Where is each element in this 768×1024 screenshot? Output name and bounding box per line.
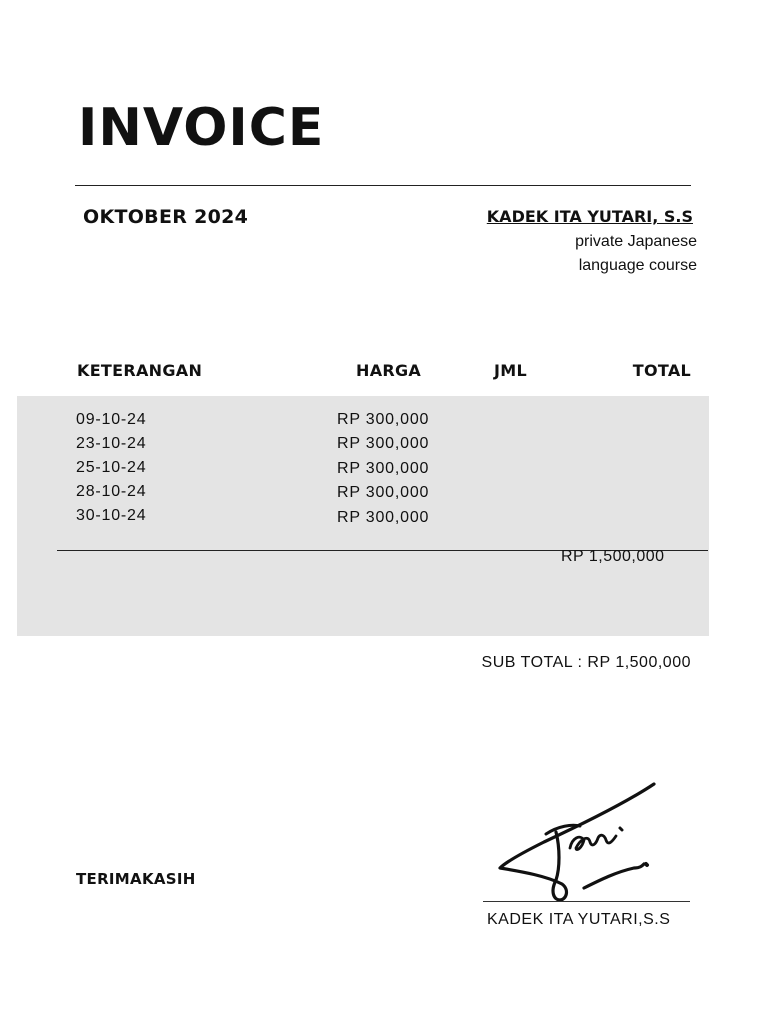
row-date: 30-10-24 (76, 507, 147, 524)
column-header-total: TOTAL (632, 361, 691, 380)
row-date: 28-10-24 (76, 483, 147, 500)
invoice-period: OKTOBER 2024 (83, 206, 249, 228)
signature-image (484, 776, 694, 904)
row-date: 25-10-24 (76, 459, 147, 476)
column-header-qty: JML (494, 361, 527, 380)
row-date: 09-10-24 (76, 411, 147, 428)
invoice-title: INVOICE (78, 98, 325, 158)
date-column (76, 408, 146, 528)
closing-text: TERIMAKASIH (76, 870, 196, 888)
column-header-price: HARGA (356, 361, 422, 380)
price-column (337, 408, 429, 530)
row-price: RP 300,000 (337, 484, 430, 502)
row-date: 23-10-24 (76, 435, 147, 452)
issuer-name: KADEK ITA YUTARI, S.S (486, 207, 693, 226)
column-header-description: KETERANGAN (77, 361, 203, 380)
row-price: RP 300,000 (337, 508, 430, 526)
issuer-description-line-2: language course (578, 257, 697, 274)
header-divider (75, 185, 691, 186)
signature-name: KADEK ITA YUTARI,S.S (487, 911, 671, 928)
signature-line (483, 901, 690, 902)
row-total: RP 1,500,000 (561, 548, 665, 565)
row-price: RP 300,000 (337, 411, 430, 428)
subtotal: SUB TOTAL : RP 1,500,000 (481, 654, 691, 671)
issuer-description (477, 230, 697, 278)
issuer-description-line-1: private Japanese (575, 233, 697, 250)
row-price: RP 300,000 (337, 459, 430, 477)
row-price: RP 300,000 (337, 435, 430, 453)
